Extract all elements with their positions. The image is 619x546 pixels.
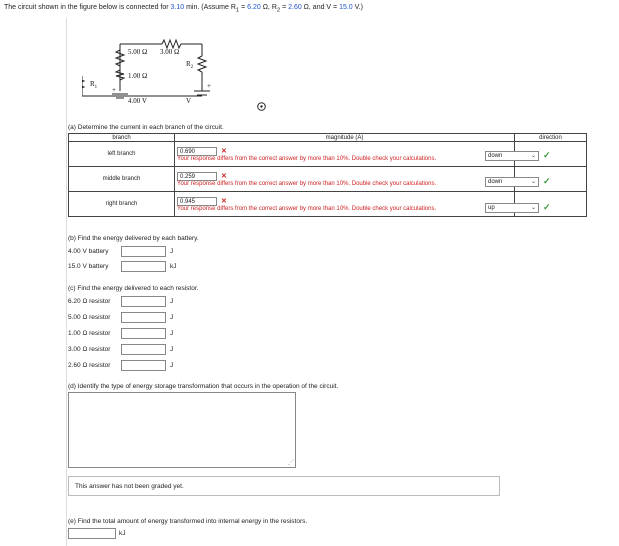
unit-label: J xyxy=(170,346,174,353)
problem-statement xyxy=(4,4,363,13)
battery-v-label: V xyxy=(186,97,192,105)
r1-label: $R_1$ xyxy=(90,80,98,90)
error-message: Your response differs from the correct answer by more than 10%. Double check your calculations. xyxy=(177,205,437,212)
resistor-3-energy-input[interactable] xyxy=(121,344,166,355)
battery-15v-energy-input[interactable] xyxy=(121,261,166,272)
plus-sign: + xyxy=(112,86,116,94)
resistor-label: 2.60 Ω resistor xyxy=(68,362,111,369)
checkmark-icon: ✓ xyxy=(543,176,551,186)
battery-4v-label: 4.00 V xyxy=(128,97,147,105)
battery-4v-energy-input[interactable] xyxy=(121,246,166,257)
chevron-down-icon: ⌄ xyxy=(530,205,536,211)
unit-label: kJ xyxy=(119,530,126,537)
statement-text: = xyxy=(280,4,289,11)
resistor-label: 6.20 Ω resistor xyxy=(68,298,111,305)
plus-sign: + xyxy=(207,82,211,90)
branch-label: left branch xyxy=(69,142,175,167)
r1-value: 6.20 xyxy=(247,4,261,11)
checkmark-icon: ✓ xyxy=(543,150,551,160)
select-value: down xyxy=(488,179,503,185)
branch-label: middle branch xyxy=(69,167,175,192)
battery-label: 15.0 V battery xyxy=(68,263,109,270)
resistor-5-energy-input[interactable] xyxy=(121,312,166,323)
statement-text: = xyxy=(239,4,248,11)
checkmark-icon: ✓ xyxy=(543,202,551,212)
incorrect-icon: ✕ xyxy=(221,197,227,205)
chevron-down-icon: ⌄ xyxy=(530,179,536,185)
error-message: Your response differs from the correct answer by more than 10%. Double check your calculations. xyxy=(177,155,437,162)
magnitude-cell xyxy=(175,192,515,217)
resistor-label: 3.00 Ω resistor xyxy=(68,346,111,353)
energy-transformation-textarea[interactable] xyxy=(68,392,296,468)
resistor-6-20-energy-input[interactable] xyxy=(121,296,166,307)
incorrect-icon: ✕ xyxy=(221,172,227,180)
part-c-question: (c) Find the energy delivered to each resistor. xyxy=(68,285,199,292)
unit-label: J xyxy=(170,248,174,255)
resistor-label: 5.00 Ω resistor xyxy=(68,314,111,321)
unit-label: J xyxy=(170,298,174,305)
resistor-5-label: 5.00 Ω xyxy=(128,48,148,56)
part-b-question: (b) Find the energy delivered by each battery. xyxy=(68,235,199,242)
margin-divider xyxy=(66,18,67,546)
magnitude-cell xyxy=(175,142,515,167)
error-message: Your response differs from the correct answer by more than 10%. Double check your calculations. xyxy=(177,180,437,187)
circuit-diagram xyxy=(82,36,232,106)
statement-text: The circuit shown in the figure below is connected for xyxy=(4,4,171,11)
battery-label: 4.00 V battery xyxy=(68,248,109,255)
info-icon[interactable] xyxy=(257,102,266,111)
select-value: up xyxy=(488,205,495,211)
statement-text: Ω, and V = xyxy=(301,4,340,11)
statement-text: min. (Assume R xyxy=(184,4,236,11)
part-a-question: (a) Determine the current in each branch of the circuit. xyxy=(68,124,224,131)
part-d-question: (d) Identify the type of energy storage transformation that occurs in the operation of the circuit. xyxy=(68,383,339,390)
subscript: 1 xyxy=(235,7,240,14)
unit-label: J xyxy=(170,330,174,337)
header-magnitude: magnitude (A) xyxy=(175,134,515,142)
unit-label: kJ xyxy=(170,263,177,270)
r2-value: 2.60 xyxy=(288,4,302,11)
middle-current-input[interactable]: 0.259 xyxy=(177,172,217,181)
unit-label: J xyxy=(170,314,174,321)
resistor-2-60-energy-input[interactable] xyxy=(121,360,166,371)
r2-label: $R_2$ xyxy=(186,60,194,70)
unit-label: J xyxy=(170,362,174,369)
header-direction: direction xyxy=(515,134,587,142)
total-internal-energy-input[interactable] xyxy=(68,528,116,539)
left-current-input[interactable]: 0.690 xyxy=(177,147,217,156)
left-direction-select[interactable] xyxy=(485,151,539,161)
select-value: down xyxy=(488,153,503,159)
statement-text: V.) xyxy=(352,4,363,11)
resistor-1-label: 1.00 Ω xyxy=(128,72,148,80)
resistor-3-label: 3.00 Ω xyxy=(160,48,180,56)
resize-handle-icon[interactable]: ⋰ xyxy=(288,460,294,466)
middle-direction-select[interactable] xyxy=(485,177,539,187)
magnitude-cell xyxy=(175,167,515,192)
resistor-1-energy-input[interactable] xyxy=(121,328,166,339)
resistor-label: 1.00 Ω resistor xyxy=(68,330,111,337)
chevron-down-icon: ⌄ xyxy=(530,153,536,159)
header-branch: branch xyxy=(69,134,175,142)
time-value: 3.10 xyxy=(170,4,185,11)
right-direction-select[interactable] xyxy=(485,203,539,213)
incorrect-icon: ✕ xyxy=(221,147,227,155)
part-e-question: (e) Find the total amount of energy transformed into internal energy in the resistors. xyxy=(68,518,308,525)
right-current-input[interactable]: 0.945 xyxy=(177,197,217,206)
branch-label: right branch xyxy=(69,192,175,217)
subscript: 2 xyxy=(276,7,281,14)
statement-text: Ω, R xyxy=(260,4,277,11)
grading-status: This answer has not been graded yet. xyxy=(68,476,500,496)
voltage-value: 15.0 xyxy=(339,4,353,11)
